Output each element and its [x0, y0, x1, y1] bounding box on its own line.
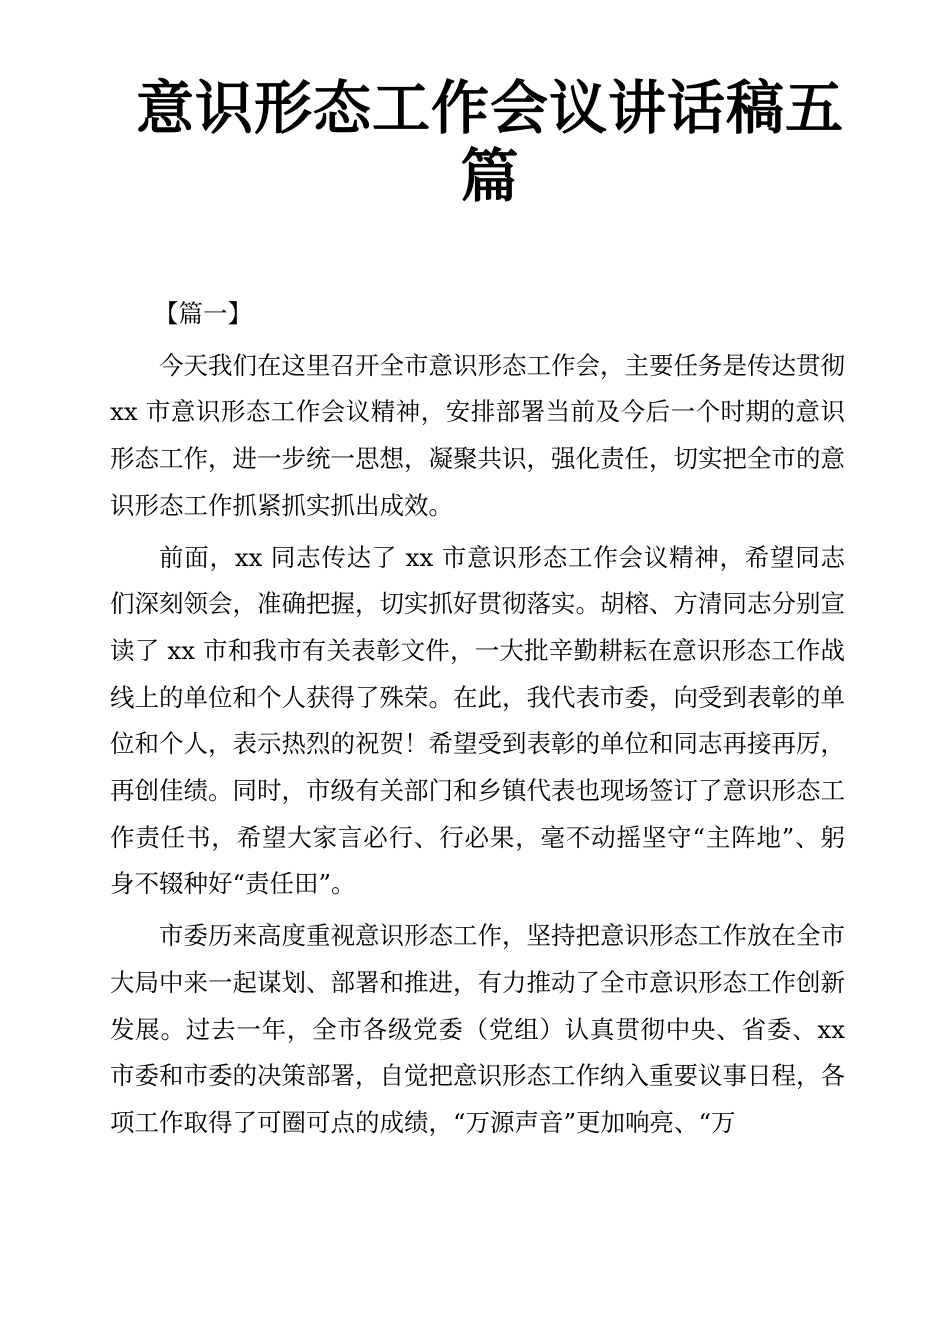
- section-label: 【篇一】: [154, 299, 252, 328]
- paragraph-1: 今天我们在这里召开全市意识形态工作会，主要任务是传达贯彻 xx 市意识形态工作会议精神，安排部署当前及今后一个时期的意识形态工作，进一步统一思想，凝聚共识，强化责任，切实把全市的意识形态工作抓紧抓实抓出成效。: [110, 350, 845, 520]
- paragraph-3: 市委历来高度重视意识形态工作，坚持把意识形态工作放在全市大局中来一起谋划、部署和推进，有力推动了全市意识形态工作创新发展。过去一年，全市各级党委（党组）认真贯彻中央、省委、xx 市委和市委的决策部署，自觉把意识形态工作纳入重要议事日程，各项工作取得了可圈可点的成绩，“万源声音”更加响亮、“万: [110, 921, 845, 1137]
- paragraph-2: 前面，xx 同志传达了 xx 市意识形态工作会议精神，希望同志们深刻领会，准确把握，切实抓好贯彻落实。胡榕、方清同志分别宣读了 xx 市和我市有关表彰文件，一大批辛勤耕耘在意识形态工作战线上的单位和个人获得了殊荣。在此，我代表市委，向受到表彰的单位和个人，表示热烈的祝贺！希望受到表彰的单位和同志再接再厉，再创佳绩。同时，市级有关部门和乡镇代表也现场签订了意识形态工作责任书，希望大家言必行、行必果，毫不动摇坚守“主阵地”、躬身不辍种好“责任田”。: [110, 542, 845, 899]
- document-title: 意识形态工作会议讲话稿五篇: [135, 74, 844, 210]
- document-body: [110, 291, 845, 1152]
